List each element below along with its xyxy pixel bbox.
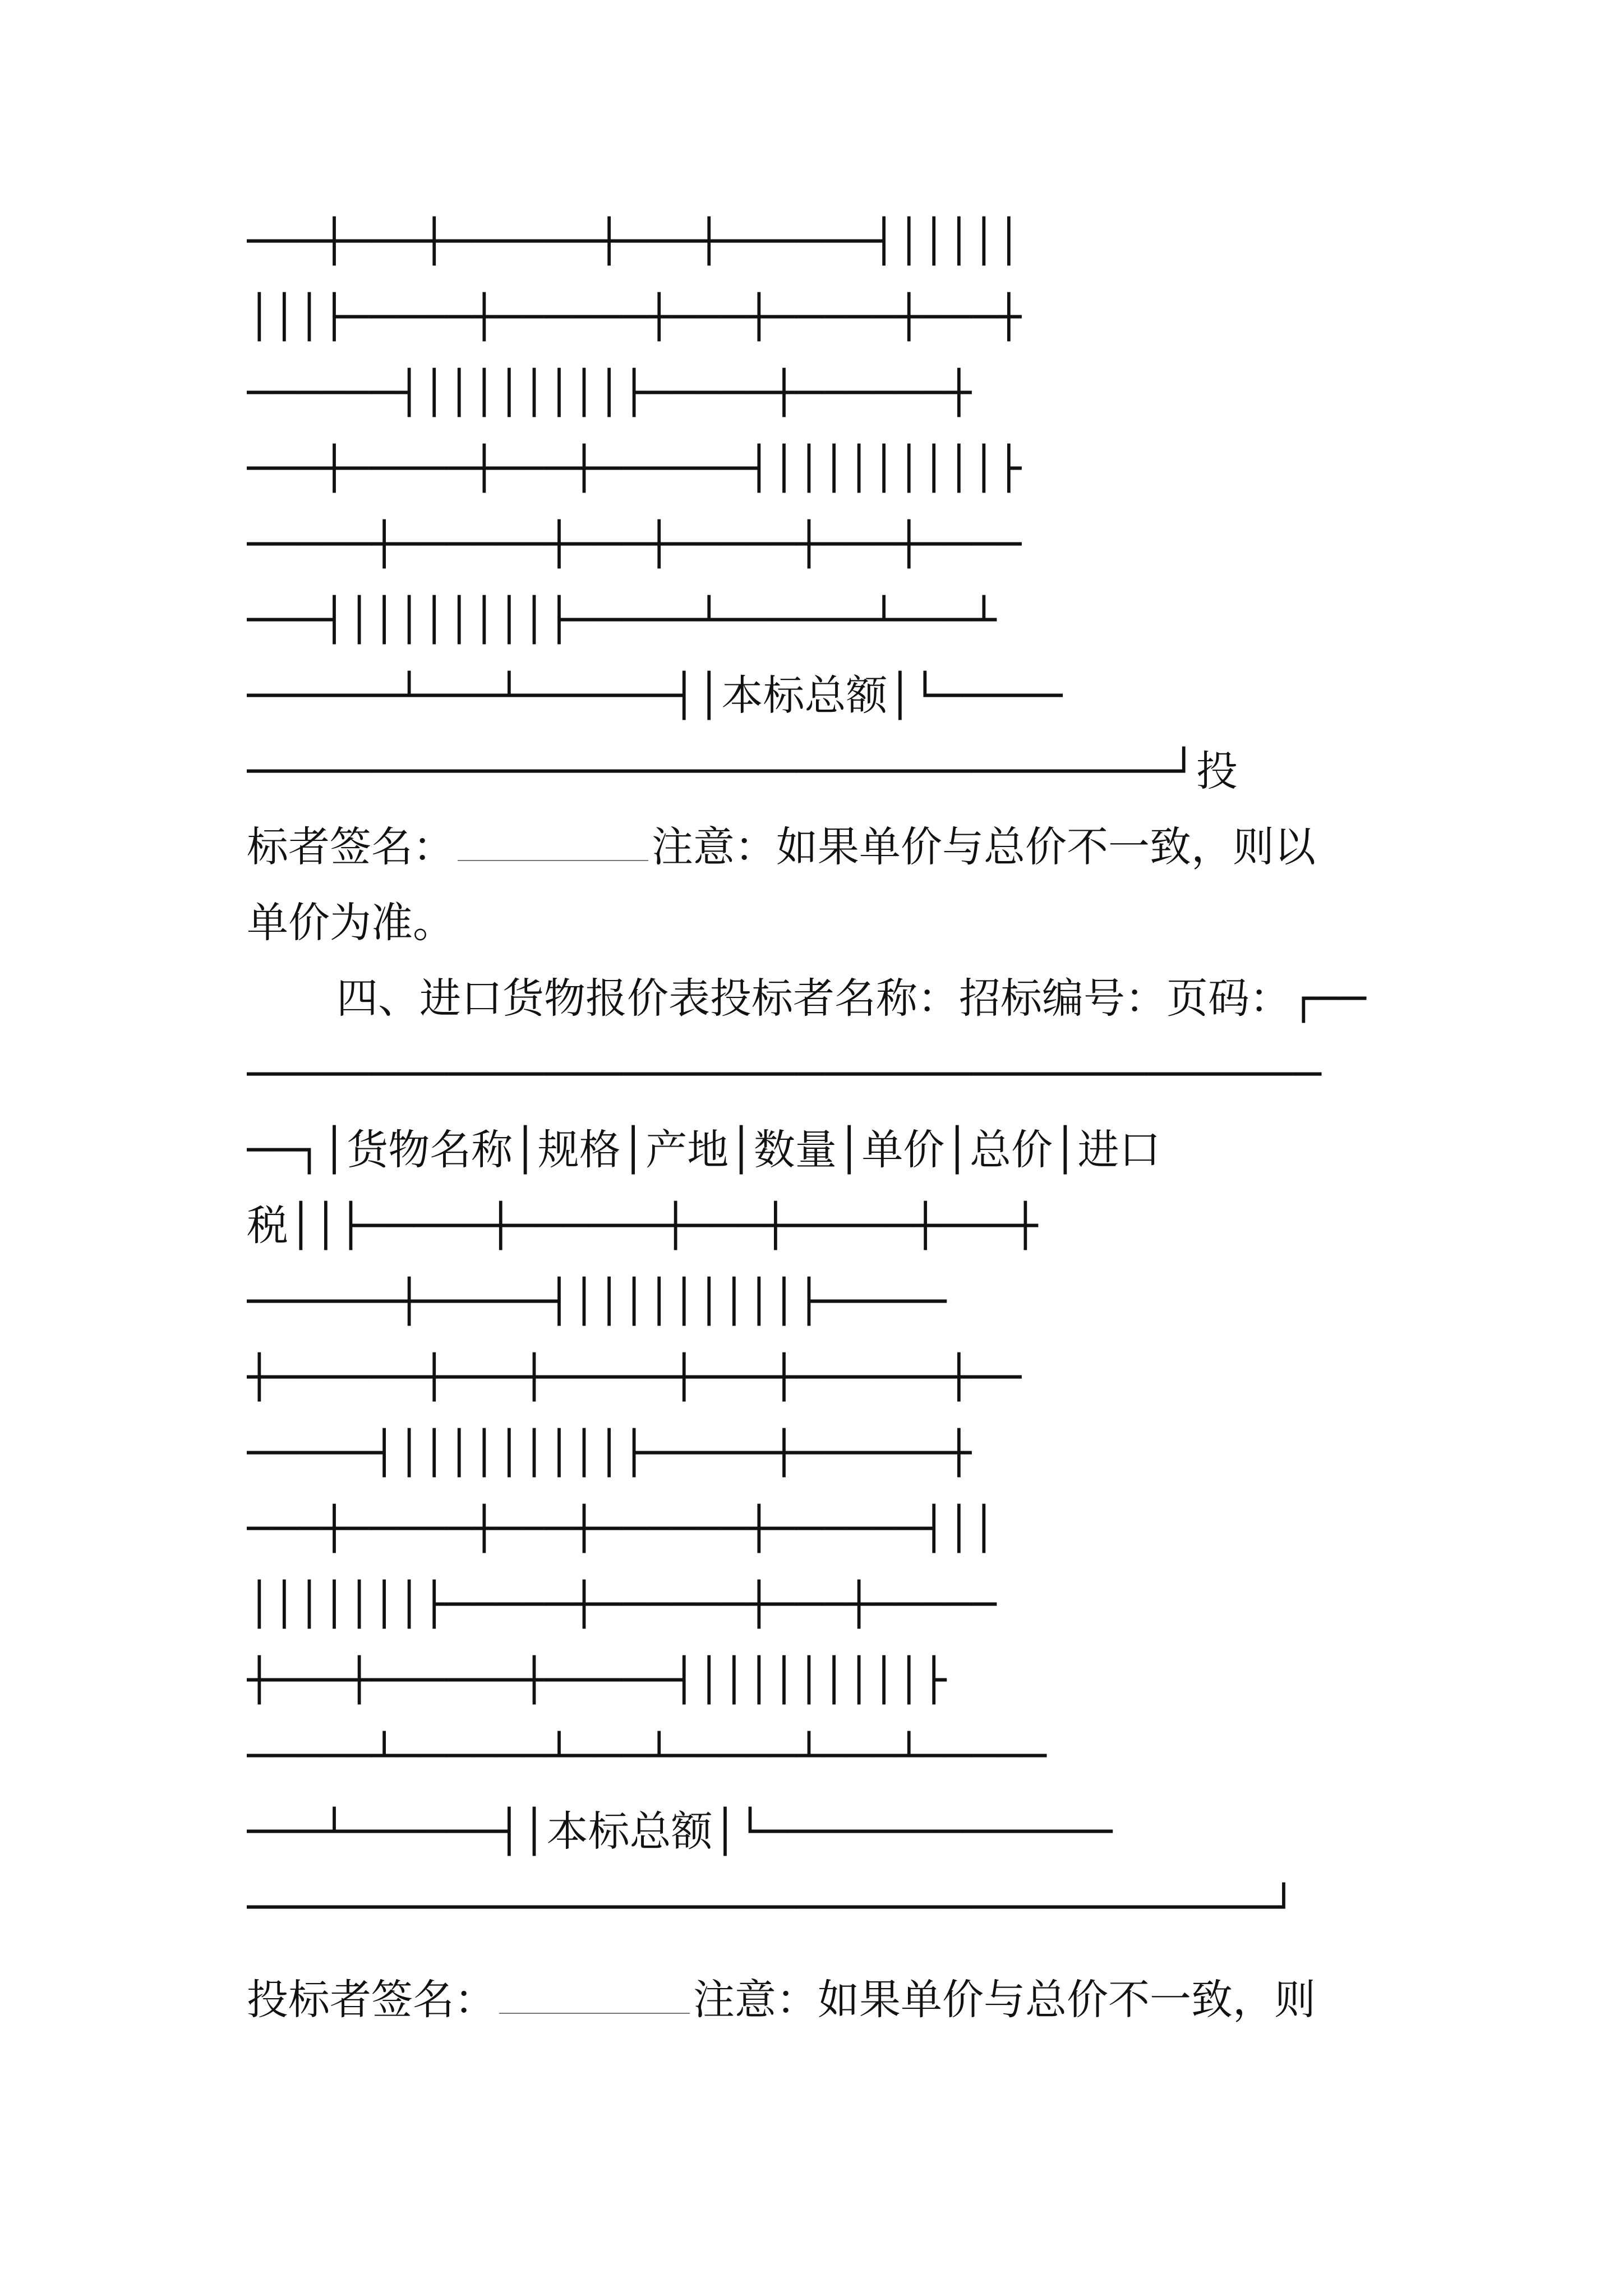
- table-line: ───┼─────┼───┼──────┤│││││││││├: [247, 444, 1022, 493]
- table-line: │││││││├─────┼──────┼───┼─────: [247, 1580, 997, 1628]
- table-line: ─────────────────────────────────────┘投: [247, 747, 1238, 795]
- table-line: ─────┤│││││││││├─────┼──────┼: [247, 1429, 972, 1477]
- table-bottom-rule: ─────────────────────────────────────────┘: [247, 1883, 1297, 1931]
- signature-blank: [458, 818, 648, 861]
- signature-blank: [499, 1971, 690, 2014]
- table-line: ──────┼─────┤│││││││││├─────: [247, 1277, 947, 1326]
- table-top-rule: ───────────────────────────────────────────: [247, 1050, 1321, 1098]
- note-text: 注意：如果单价与总价不一致，则以: [652, 823, 1316, 871]
- signature-note-line: [247, 811, 1391, 884]
- signature-note-line: [247, 1963, 1391, 2036]
- table-line: ──────┴───┴──────┤│本标总额│└─────: [247, 671, 1063, 720]
- table-header-row: ──┐│货物名称│规格│产地│数量│单价│总价│进口: [247, 1126, 1161, 1174]
- signature-label: 投标者签名：: [247, 1976, 496, 2024]
- table-line: ───┼─────┼───┼──────┼──────┤││: [247, 1504, 997, 1553]
- table-line: ┼──────┼───┼─────┼───┼──────┼──: [247, 1353, 1022, 1401]
- table-line: ─────┴──────┴───┴─────┴───┴─────: [247, 1732, 1046, 1780]
- table-line: ──────┤││││││││├─────┼──────┼: [247, 369, 972, 417]
- table-header-row-end: 税││├─────┼──────┼───┼─────┼───┼: [247, 1202, 1038, 1250]
- table-line: ┼───┼──────┼─────┤│││││││││├: [247, 1656, 947, 1704]
- table-line: ─────┼──────┼───┼─────┼───┼────: [247, 520, 1022, 568]
- table-line: │││├─────┼──────┼───┼─────┼───┼: [247, 293, 1022, 341]
- note-text: 注意：如果单价与总价不一致，则: [693, 1976, 1316, 2024]
- table-line: ───┴──────┤│本标总额│└──────────────: [247, 1807, 1113, 1856]
- table-line: ───┤││││││││├─────┴──────┴───┴: [247, 596, 997, 644]
- section-heading: 四、进口货物报价表投标者名称：招标编号：页码：┌──: [336, 974, 1366, 1023]
- table-line: ───┼───┼──────┼───┼──────┤│││││: [247, 217, 1022, 265]
- note-continuation: 单价为准。: [247, 899, 454, 947]
- signature-label: 标者签名：: [247, 823, 454, 871]
